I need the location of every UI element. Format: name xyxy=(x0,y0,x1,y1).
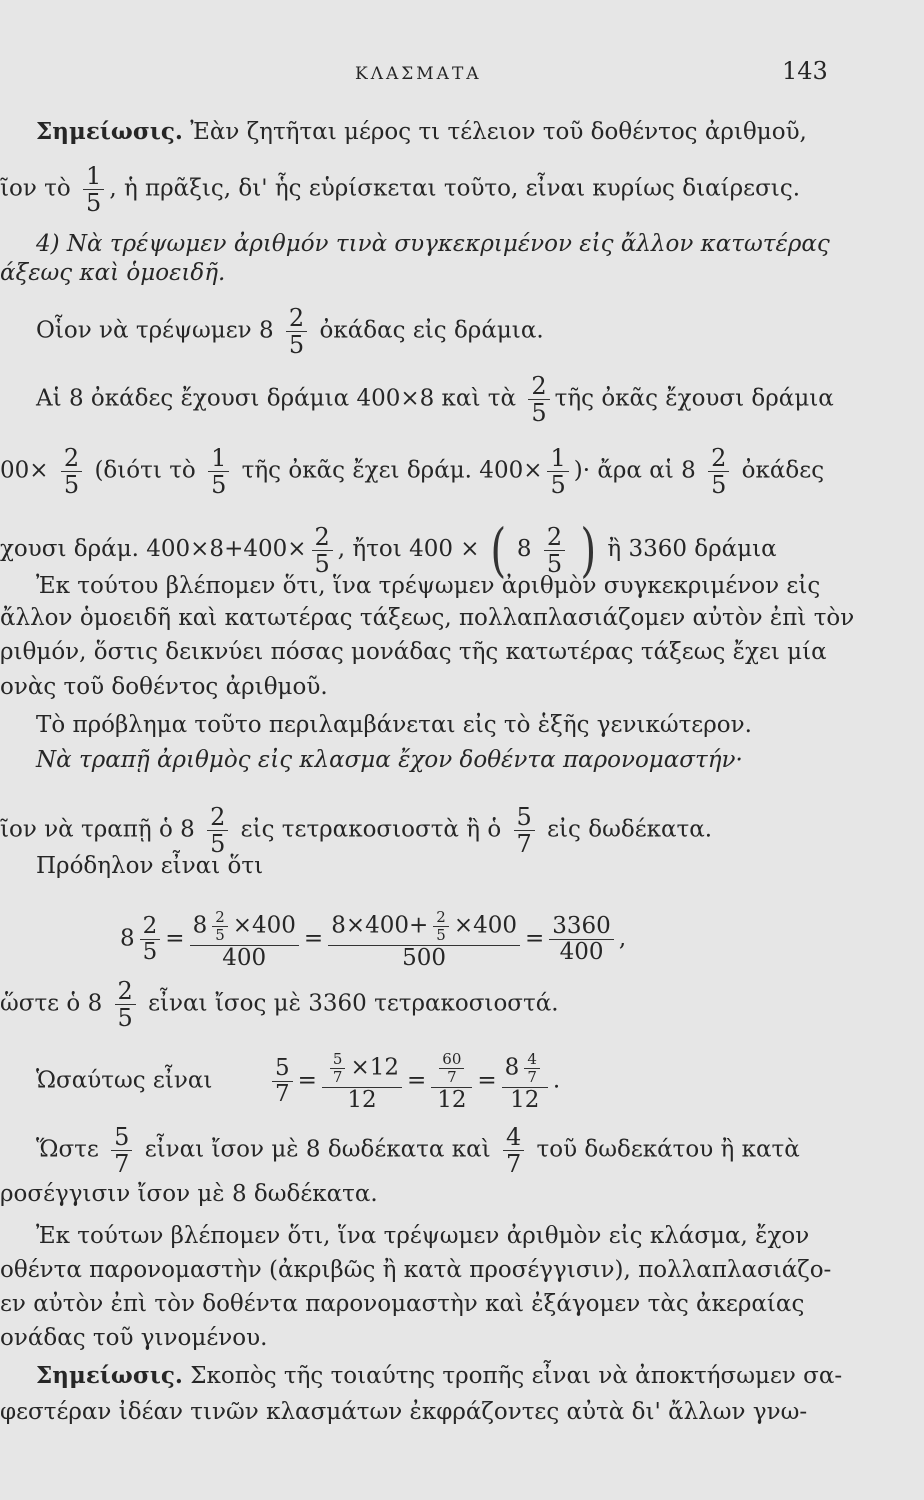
left-parenthesis: ( xyxy=(490,516,507,584)
text-line: ἄλλον ὁμοειδῆ καὶ κατωτέρας τάξεως, πολλαπλασιάζομεν αὐτὸν ἐπὶ τὸν xyxy=(0,605,855,631)
note-paragraph-2: Σημείωσις. Σκοπὸς τῆς τοιαύτης τροπῆς εἶναι νὰ ἀποκτήσωμεν σα- xyxy=(36,1362,843,1389)
rule-heading: 4) Νὰ τρέψωμεν ἀριθμόν τινὰ συγκεκριμένον εἰς ἄλλον κατωτέρας xyxy=(36,231,830,257)
right-parenthesis: ) xyxy=(580,516,597,584)
example-line-2: ῖον νὰ τραπῇ ὁ 8 $\frac{2}{5}$ εἰς τετρακοσιοστὰ ἢ ὁ $\frac{5}{7}$ εἰς δωδέκατα. xyxy=(0,803,713,858)
small-fraction: $\frac{5}{7}$ xyxy=(330,1051,346,1086)
fraction: $\frac{5}{7}$ ×12 12 xyxy=(322,1050,402,1113)
fraction: $\frac{1}{5}$ xyxy=(547,445,568,498)
fraction: 8×400+ $\frac{2}{5}$ ×400 500 xyxy=(328,908,520,971)
fraction: $\frac{2}{5}$ xyxy=(312,524,333,577)
fraction: 8 $\frac{4}{7}$ 12 xyxy=(502,1050,548,1113)
calc-line-1: Αἱ 8 ὀκάδες ἔχουσι δράμια 400×8 καὶ τὰ $\frac{2}{5}$ τῆς ὀκᾶς ἔχουσι δράμια xyxy=(36,372,834,427)
fraction: $\frac{4}{7}$ xyxy=(503,1124,524,1177)
fraction: $\frac{2}{5}$ xyxy=(115,978,136,1031)
result-line: ὥστε ὁ 8 $\frac{2}{5}$ εἶναι ἴσος μὲ 3360 τετρακοσιοστά. xyxy=(0,977,559,1032)
rule-heading-line-2: άξεως καὶ ὁμοειδῆ. xyxy=(0,260,226,286)
general-problem: Νὰ τραπῇ ἀριθμὸς εἰς κλασμα ἔχον δοθέντα παρονομαστήν· xyxy=(36,747,743,773)
fraction: $\frac{2}{5}$ xyxy=(708,445,729,498)
small-fraction: $\frac{60}{7}$ xyxy=(439,1051,464,1086)
small-fraction: $\frac{4}{7}$ xyxy=(524,1051,540,1086)
fraction: $\frac{2}{5}$ xyxy=(528,373,549,426)
note-paragraph-1-line-2: ῖον τὸ $\frac{1}{5}$ , ἡ πρᾶξις, δι' ἧς εὑρίσκεται τοῦτο, εἶναι κυρίως διαίρεσις. xyxy=(0,162,801,217)
fraction: $\frac{2}{5}$ xyxy=(544,524,565,577)
fraction: $\frac{3360}{400}$ xyxy=(549,914,614,965)
text-line: οθέντα παρονομαστὴν (ἀκριβῶς ἢ κατὰ προσέγγισιν), πολλαπλασιάζο- xyxy=(0,1257,832,1283)
text-line: ριθμόν, ὅστις δεικνύει πόσας μονάδας τῆς κατωτέρας τάξεως ἔχει μία xyxy=(0,639,827,665)
fraction: $\frac{2}{5}$ xyxy=(207,804,228,857)
small-fraction: $\frac{2}{5}$ xyxy=(433,909,449,944)
fraction: $\frac{2}{5}$ xyxy=(286,305,307,358)
example-line: Οἷον νὰ τρέψωμεν 8 $\frac{2}{5}$ ὀκάδας εἰς δράμια. xyxy=(36,304,544,359)
fraction: $\frac{\frac{60}{7}}{12}$ xyxy=(431,1050,472,1113)
equation-1: 8 $\frac{2}{5}$ = 8 $\frac{2}{5}$ ×400 400 = 8×400+ $\frac{2}{5}$ ×400 500 = $\frac{3360}{400}$ , xyxy=(120,908,627,971)
text-line: Ἐκ τούτου βλέπομεν ὅτι, ἵνα τρέψωμεν ἀριθμὸν συγκεκριμένον εἰς xyxy=(36,573,821,599)
fraction: $\frac{5}{7}$ xyxy=(272,1056,293,1107)
fraction: $\frac{2}{5}$ xyxy=(140,914,161,965)
fraction: $\frac{1}{5}$ xyxy=(83,163,104,216)
note-label: Σημείωσις. xyxy=(36,1362,183,1389)
note-label: Σημείωσις. xyxy=(36,118,183,145)
running-header: ΚΛΑΣΜΑΤΑ xyxy=(355,64,482,84)
note-text: Ἐὰν ζητῆται μέρος τι τέλειον τοῦ δοθέντος ἀριθμοῦ, xyxy=(182,119,807,145)
small-fraction: $\frac{2}{5}$ xyxy=(212,909,228,944)
text-line: ονὰς τοῦ δοθέντος ἀριθμοῦ. xyxy=(0,674,328,700)
text-line: φεστέραν ἰδέαν τινῶν κλασμάτων ἐκφράζοντες αὐτὰ δι' ἄλλων γνω- xyxy=(0,1399,808,1425)
calc-line-3: χουσι δράμ. 400×8+400× $\frac{2}{5}$ , ἤτοι 400 × ( 8 $\frac{2}{5}$ ) ἢ 3360 δράμια xyxy=(0,516,777,584)
fraction: $\frac{5}{7}$ xyxy=(514,804,535,857)
text-line: Τὸ πρόβλημα τοῦτο περιλαμβάνεται εἰς τὸ ἑξῆς γενικώτερον. xyxy=(36,712,752,738)
text-line: Πρόδηλον εἶναι ὅτι xyxy=(36,853,264,879)
conclusion-line: Ὥστε $\frac{5}{7}$ εἶναι ἴσον μὲ 8 δωδέκατα καὶ $\frac{4}{7}$ τοῦ δωδεκάτου ἢ κατὰ xyxy=(36,1123,800,1178)
fraction: $\frac{5}{7}$ xyxy=(111,1124,132,1177)
note-paragraph-1 xyxy=(36,118,807,146)
text-line: ονάδας τοῦ γινομένου. xyxy=(0,1325,268,1351)
fraction: 8 $\frac{2}{5}$ ×400 400 xyxy=(190,908,299,971)
equation-2: Ὡσαύτως εἶναι $\frac{5}{7}$ = $\frac{5}{7}$ ×12 12 = $\frac{\frac{60}{7}}{12}$ = 8 $\frac{4}{7}$ 12 . xyxy=(36,1050,561,1113)
fraction: $\frac{1}{5}$ xyxy=(208,445,229,498)
fraction: $\frac{2}{5}$ xyxy=(61,445,82,498)
page-number: 143 xyxy=(782,57,828,85)
text-line: Ἐκ τούτων βλέπομεν ὅτι, ἵνα τρέψωμεν ἀριθμὸν εἰς κλάσμα, ἔχον xyxy=(36,1223,810,1249)
text-line: ροσέγγισιν ἴσον μὲ 8 δωδέκατα. xyxy=(0,1181,378,1207)
calc-line-2: 00× $\frac{2}{5}$ (διότι τὸ $\frac{1}{5}$ τῆς ὀκᾶς ἔχει δράμ. 400× $\frac{1}{5}$ )· ἄρα αἱ 8 $\frac{2}{5}$ ὀκάδες xyxy=(0,444,825,499)
text-line: εν αὐτὸν ἐπὶ τὸν δοθέντα παρονομαστὴν καὶ ἐξάγομεν τὰς ἀκεραίας xyxy=(0,1291,805,1317)
